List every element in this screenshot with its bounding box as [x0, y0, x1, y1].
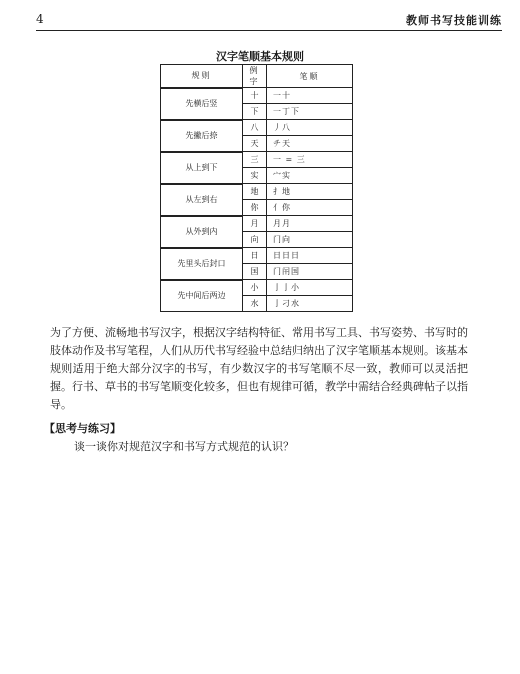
table-row	[161, 120, 353, 136]
stroke-order-cell: 扌地	[267, 184, 353, 200]
table-row	[161, 216, 353, 232]
page-number: 4	[36, 12, 44, 26]
exercise-question: 谈一谈你对规范汉字和书写方式规范的认识？	[74, 440, 294, 453]
stroke-order-cell: 丿八	[267, 120, 353, 136]
table-row	[161, 152, 353, 168]
rule-cell: 先中间后两边	[161, 280, 243, 312]
header-divider	[36, 30, 502, 31]
example-char-cell: 小	[243, 280, 267, 296]
example-char-cell: 水	[243, 296, 267, 312]
table-header-row	[161, 65, 353, 88]
table-row	[161, 248, 353, 264]
stroke-order-cell: 亅刁水	[267, 296, 353, 312]
table-row	[161, 184, 353, 200]
rule-cell: 先撇后捺	[161, 120, 243, 152]
stroke-order-cell: 日日日	[267, 248, 353, 264]
rule-cell: 先里头后封口	[161, 248, 243, 280]
running-title: 教师书写技能训练	[406, 14, 502, 27]
example-char-cell: 国	[243, 264, 267, 280]
example-char-cell: 下	[243, 104, 267, 120]
stroke-order-cell: チ天	[267, 136, 353, 152]
table-title: 汉字笔顺基本规则	[216, 50, 304, 63]
column-header-rule: 规则	[161, 65, 243, 88]
example-char-cell: 地	[243, 184, 267, 200]
example-char-cell: 向	[243, 232, 267, 248]
stroke-order-cell: 月月	[267, 216, 353, 232]
column-header-example: 例字	[243, 65, 267, 88]
stroke-order-cell: 门向	[267, 232, 353, 248]
rule-cell: 从左到右	[161, 184, 243, 216]
example-char-cell: 十	[243, 88, 267, 104]
exercise-heading: 【思考与练习】	[44, 422, 121, 435]
example-char-cell: 你	[243, 200, 267, 216]
stroke-order-cell: 亻你	[267, 200, 353, 216]
example-char-cell: 实	[243, 168, 267, 184]
column-header-stroke-order: 笔顺	[267, 65, 353, 88]
stroke-order-cell: 一十	[267, 88, 353, 104]
example-char-cell: 日	[243, 248, 267, 264]
rule-cell: 先横后竖	[161, 88, 243, 120]
rule-cell: 从外到内	[161, 216, 243, 248]
example-char-cell: 天	[243, 136, 267, 152]
body-paragraph: 为了方便、流畅地书写汉字，根据汉字结构特征、常用书写工具、书写姿势、书写时的肢体动作及书写笔程，人们从历代书写经验中总结归纳出了汉字笔顺基本规则。该基本规则适用于绝大部分汉字的书写，有少数汉字的书写笔顺不尽一致，教师可以灵活把握。行书、草书的书写笔顺变化较多，但也有规律可循，教学中需结合经典碑帖子以指导。	[50, 326, 468, 411]
example-char-cell: 三	[243, 152, 267, 168]
table-row	[161, 88, 353, 104]
example-char-cell: 八	[243, 120, 267, 136]
page-header	[36, 10, 502, 30]
stroke-order-cell: 宀实	[267, 168, 353, 184]
stroke-order-cell: 门闬国	[267, 264, 353, 280]
stroke-order-table	[160, 64, 353, 312]
stroke-order-cell: 一丁下	[267, 104, 353, 120]
stroke-order-cell: 亅亅小	[267, 280, 353, 296]
stroke-order-cell: 一 = 三	[267, 152, 353, 168]
table-row	[161, 280, 353, 296]
example-char-cell: 月	[243, 216, 267, 232]
rule-cell: 从上到下	[161, 152, 243, 184]
